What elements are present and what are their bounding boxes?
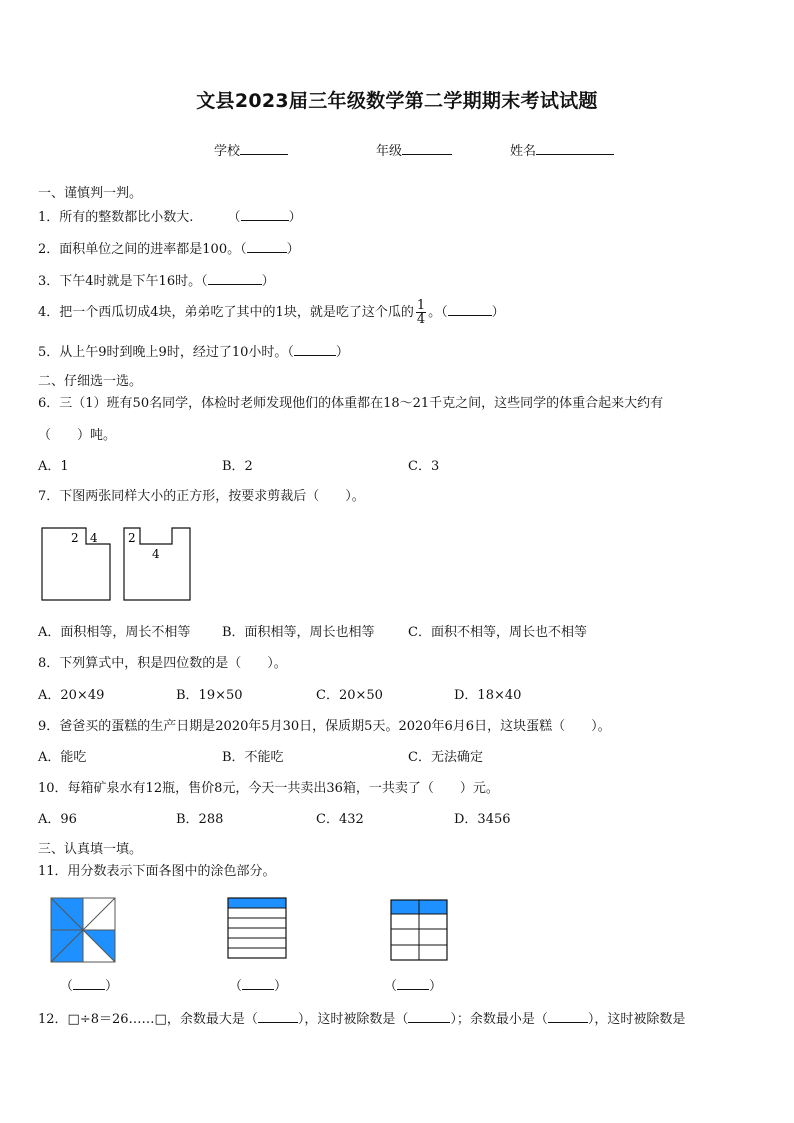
section-1-heading: 一、谨慎判一判。 <box>38 186 143 201</box>
shaded-square-figure <box>50 897 116 963</box>
paren-close: ） <box>288 210 302 225</box>
question-10-option-a[interactable]: A．96 <box>38 812 77 827</box>
question-3 <box>38 272 275 290</box>
answer-fig-1 <box>60 977 118 995</box>
label-2-shape-2: 2 <box>128 531 136 545</box>
question-8-option-c[interactable]: C．20×50 <box>316 688 383 703</box>
question-12-text-a: 12．□÷8＝26……□，余数最大是（ <box>38 1012 258 1027</box>
question-5-text: 5．从上午9时到晚上9时，经过了10小时。（ <box>38 345 294 360</box>
answer-blank-fig-1[interactable] <box>73 977 105 990</box>
question-12 <box>38 1010 685 1028</box>
label-2-shape-1: 2 <box>71 531 79 545</box>
name-field <box>510 140 614 159</box>
paren-open: （ <box>227 210 241 225</box>
answer-blank-4[interactable] <box>448 303 492 316</box>
question-5 <box>38 343 349 361</box>
question-9-text: 9．爸爸买的蛋糕的生产日期是2020年5月30日，保质期5天。2020年6月6日，这块蛋糕（ ）。 <box>38 719 611 734</box>
question-8-option-a[interactable]: A．20×49 <box>38 688 105 703</box>
section-2-heading: 二、仔细选一选。 <box>38 374 143 389</box>
shaded-strips-figure <box>227 897 287 963</box>
question-12-text-d: ），这时被除数是 <box>587 1012 686 1027</box>
name-label: 姓名 <box>510 144 537 159</box>
shaded-grid-figure <box>390 899 448 963</box>
answer-blank-12b[interactable] <box>408 1010 450 1023</box>
question-7-figure <box>38 522 198 606</box>
question-2-text: 2．面积单位之间的进率都是100。（ <box>38 242 247 257</box>
question-9-option-c[interactable]: C．无法确定 <box>408 750 483 765</box>
paren-close: ） <box>261 274 275 289</box>
school-blank[interactable] <box>240 140 288 155</box>
grade-field <box>376 140 452 159</box>
shaded-strip <box>228 898 286 908</box>
fraction-denominator: 4 <box>416 312 426 327</box>
paren-close: ） <box>335 345 349 360</box>
question-9-option-b[interactable]: B．不能吃 <box>222 750 284 765</box>
question-6-text-2: （ ）吨。 <box>38 428 117 443</box>
answer-blank-2[interactable] <box>247 240 287 253</box>
question-7-text: 7．下图两张同样大小的正方形，按要求剪裁后（ ）。 <box>38 489 365 504</box>
fraction-one-quarter <box>416 299 426 326</box>
paren-close: ） <box>429 979 443 994</box>
question-12-text-b: ），这时被除数是（ <box>297 1012 409 1027</box>
paren-open: （ <box>60 979 74 994</box>
question-12-text-c: ）；余数最小是（ <box>450 1012 548 1027</box>
question-6-text: 6．三（1）班有50名同学，体检时老师发现他们的体重都在18～21千克之间，这些同学的体重合起来大约有 <box>38 396 664 411</box>
question-7-option-b[interactable]: B．面积相等，周长也相等 <box>222 625 375 640</box>
label-4-shape-1: 4 <box>90 531 98 545</box>
question-8-text: 8．下列算式中，积是四位数的是（ ）。 <box>38 656 287 671</box>
paren-close: ） <box>491 305 505 320</box>
paren-open: （ <box>229 979 243 994</box>
school-field <box>214 140 288 159</box>
answer-blank-fig-2[interactable] <box>242 977 274 990</box>
question-3-text: 3．下午4时就是下午16时。（ <box>38 274 208 289</box>
paren-close: ） <box>105 979 119 994</box>
name-blank[interactable] <box>536 140 614 155</box>
paren-close: ） <box>286 242 300 257</box>
answer-blank-fig-3[interactable] <box>397 977 429 990</box>
question-7-option-c[interactable]: C．面积不相等，周长也不相等 <box>408 625 587 640</box>
page-title: 文县2023届三年级数学第二学期期末考试试题 <box>196 90 598 112</box>
question-7-option-a[interactable]: A．面积相等，周长不相等 <box>38 625 191 640</box>
question-10-text: 10．每箱矿泉水有12瓶，售价8元，今天一共卖出36箱，一共卖了（ ）元。 <box>38 781 499 796</box>
question-6-option-a[interactable]: A．1 <box>38 459 69 474</box>
paren-open: （ <box>384 979 398 994</box>
question-4-text: 4．把一个西瓜切成4块，弟弟吃了其中的1块，就是吃了这个瓜的 <box>38 305 414 320</box>
answer-blank-3[interactable] <box>208 272 262 285</box>
question-11-text: 11．用分数表示下面各图中的涂色部分。 <box>38 864 276 879</box>
question-9-option-a[interactable]: A．能吃 <box>38 750 87 765</box>
question-4-tail: 。（ <box>428 305 448 320</box>
question-2 <box>38 240 300 258</box>
question-6-option-c[interactable]: C．3 <box>408 459 440 474</box>
question-6-option-b[interactable]: B．2 <box>222 459 253 474</box>
answer-blank-12a[interactable] <box>258 1010 298 1023</box>
answer-fig-3 <box>384 977 442 995</box>
answer-blank-5[interactable] <box>294 343 336 356</box>
paren-close: ） <box>274 979 288 994</box>
grade-label: 年级 <box>376 144 403 159</box>
answer-blank-1[interactable] <box>241 208 289 221</box>
question-10-option-c[interactable]: C．432 <box>316 812 364 827</box>
question-1-text: 1．所有的整数都比小数大. <box>38 210 194 225</box>
label-4-shape-2: 4 <box>152 547 160 561</box>
grade-blank[interactable] <box>402 140 452 155</box>
question-8-option-b[interactable]: B．19×50 <box>176 688 243 703</box>
fraction-numerator: 1 <box>416 298 426 313</box>
question-1 <box>38 208 302 226</box>
question-8-option-d[interactable]: D．18×40 <box>454 688 522 703</box>
answer-blank-12c[interactable] <box>548 1010 588 1023</box>
section-3-heading: 三、认真填一填。 <box>38 842 143 857</box>
question-10-option-d[interactable]: D．3456 <box>454 812 511 827</box>
question-10-option-b[interactable]: B．288 <box>176 812 224 827</box>
answer-fig-2 <box>229 977 287 995</box>
question-4 <box>38 298 505 328</box>
school-label: 学校 <box>214 144 241 159</box>
